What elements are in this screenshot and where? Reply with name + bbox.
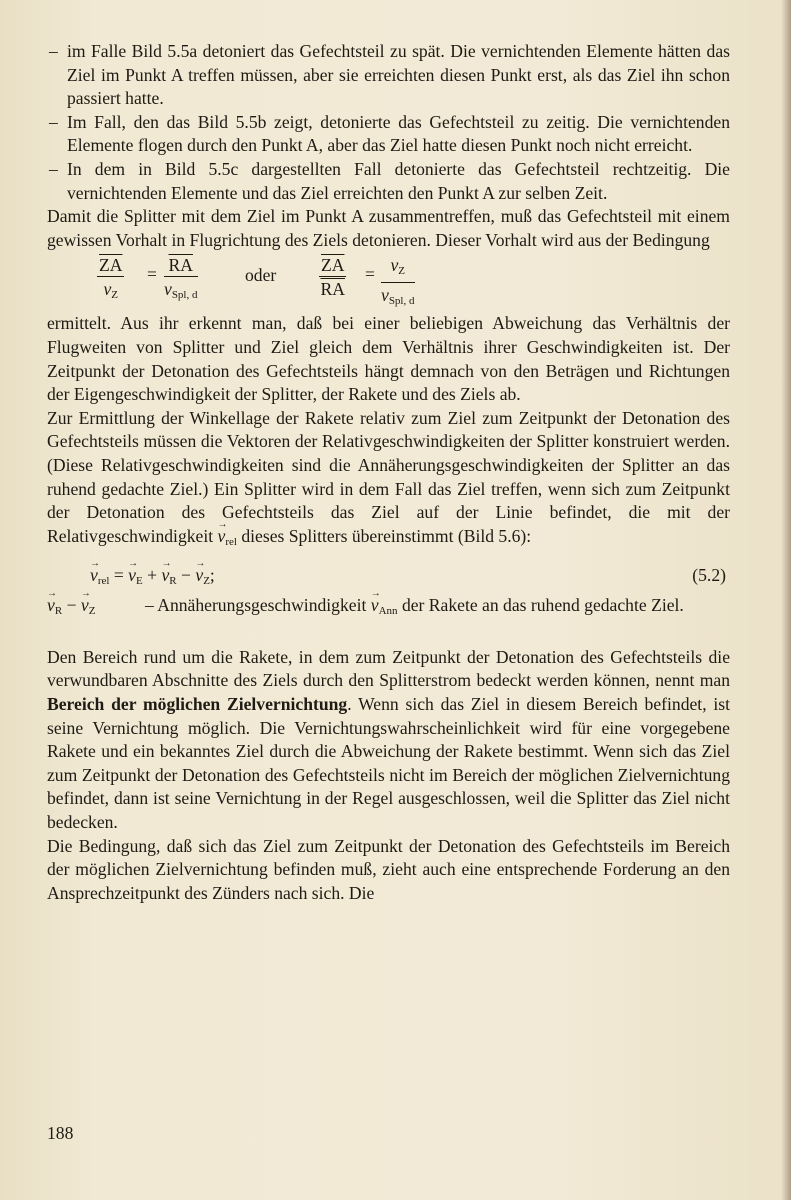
equals-sign: = [147,264,157,285]
numerator: $\overline{ZA}$ [99,255,123,276]
denominator: $v_Z$ [103,279,118,302]
denominator: $v_{Spl, d}$ [381,285,415,308]
fraction-ra-vspl [164,254,198,307]
list-item-text: im Falle Bild 5.5a detoniert das Gefechtsteil zu spät. Die vernichtenden Elemente hätten das Ziel im Punkt A treffen müssen, aber sie erreichten diesen Punkt erst, als das Ziel ihn schon passiert hatte. [67,41,730,109]
definition-text: – Annäherungsgeschwindigkeit → $v_{Ann}$ der Rakete an das ruhend gedachte Ziel. [145,595,684,615]
paragraph-ermittelt: ermittelt. Aus ihr erkennt man, daß bei einer beliebigen Abweichung das Verhältnis der Flugweiten von Splitter und Ziel gleich dem Verhältnis ihrer Geschwindigkeiten ist. Der Zeitpunkt der Detonation des Gefechtsteils hängt demnach von den Beträgen und Richtungen der Eigengeschwindigkeit der Splitter, der Rakete und des Ziels ab. [47,313,730,405]
equation-5-2 [47,560,730,590]
list-dash: – [49,158,58,179]
denominator: $v_{Spl, d}$ [164,279,198,302]
oder-word: oder [245,265,277,286]
paragraph-bereich: Den Bereich rund um die Rakete, in dem zum Zeitpunkt der Detonation des Gefechtsteils die verwundbaren Abschnitte des Ziels durch den Splitterstrom bedeckt werden können, nennt man Bereich der möglichen Zielvernichtung. Wenn sich das Ziel in diesem Bereich befindet, ist seine Vernichtung möglich. Die Vernichtungswahrscheinlichkeit wird für eine vorgegebene Rakete und ein bekanntes Ziel durch die Abweichung der Rakete bestimmt. Wenn sich das Ziel zum Zeitpunkt der Detonation des Gefechtsteils nicht im Bereich der möglichen Zielvernichtung befindet, dann ist seine Vernichtung in der Regel ausgeschlossen, weil die Splitter das Ziel nicht bedecken. [47,646,731,833]
term-bereich: Bereich der möglichen Zielvernichtung [47,694,348,715]
numerator: $\overline{RA}$ [164,254,198,277]
equation-number: (5.2) [692,565,726,586]
list-item-text: Im Fall, den das Bild 5.5b zeigt, detonierte das Gefechtsteil zu zeitig. Die vernichtenden Elemente flogen durch den Punkt A, aber das Ziel hatte diesen Punkt noch nicht erreicht. [67,111,730,156]
denominator: RA [320,279,345,300]
fraction-za-vz [97,254,124,307]
definition-v-ann [47,594,730,624]
paragraph-vorhalt: Damit die Splitter mit dem Ziel im Punkt A zusammentreffen, muß das Gefechtsteil mit einem gewissen Vorhalt in Flugrichtung des Ziels detonieren. Dieser Vorhalt wird aus der Bedingung [47,206,730,250]
numerator: $v_Z$ [381,254,415,283]
text-column [47,40,730,905]
numerator: $\overline{ZA}$ [321,255,345,276]
page-number: 188 [47,1123,74,1143]
list-item [47,158,730,205]
equation-body: → $v_{rel}$ = → $v_E$ + → $v_R$ − → $v_Z$; [90,564,215,594]
fraction-vz-vspl [381,254,415,313]
equals-sign: = [365,264,375,285]
definition-label: → $v_R$ − → $v_Z$ [47,594,95,624]
list-item-text: In dem in Bild 5.5c dargestellten Fall detonierte das Gefechtsteil rechtzeitig. Die vernichtenden Elemente und das Ziel erreichten den Punkt A zur selben Zeit. [67,158,730,203]
list-dash: – [49,111,58,132]
list-item [47,40,730,111]
list-dash: – [49,41,58,61]
paragraph-winkellage: Zur Ermittlung der Winkellage der Rakete relativ zum Ziel zum Zeitpunkt der Detonation des Gefechtsteils müssen die Vektoren der Relativgeschwindigkeiten der Splitter konstruiert werden. (Diese Relativgeschwindigkeiten sind die Annäherungsgeschwindigkeiten der Splitter an das ruhend gedachte Ziel.) Ein Splitter wird in dem Fall das Ziel treffen, wenn sich zum Zeitpunkt der Detonation des Gefechtsteils das Ziel auf der Linie befindet, die mit der Relativgeschwindigkeit → $v_{rel}$ dieses Splitters übereinstimmt (Bild 5.6): [47,407,730,555]
paragraph-bedingung: Die Bedingung, daß sich das Ziel zum Zeitpunkt der Detonation des Gefechtsteils im Bereich der möglichen Zielvernichtung befinden muß, zieht auch eine entsprechende Forderung an den Ansprechzeitpunkt des Zünders nach sich. Die [47,835,730,903]
fraction-za-ra [319,254,346,301]
list-item [47,111,730,158]
formula-ratio [47,252,730,308]
page-spine-shadow [781,0,791,1200]
